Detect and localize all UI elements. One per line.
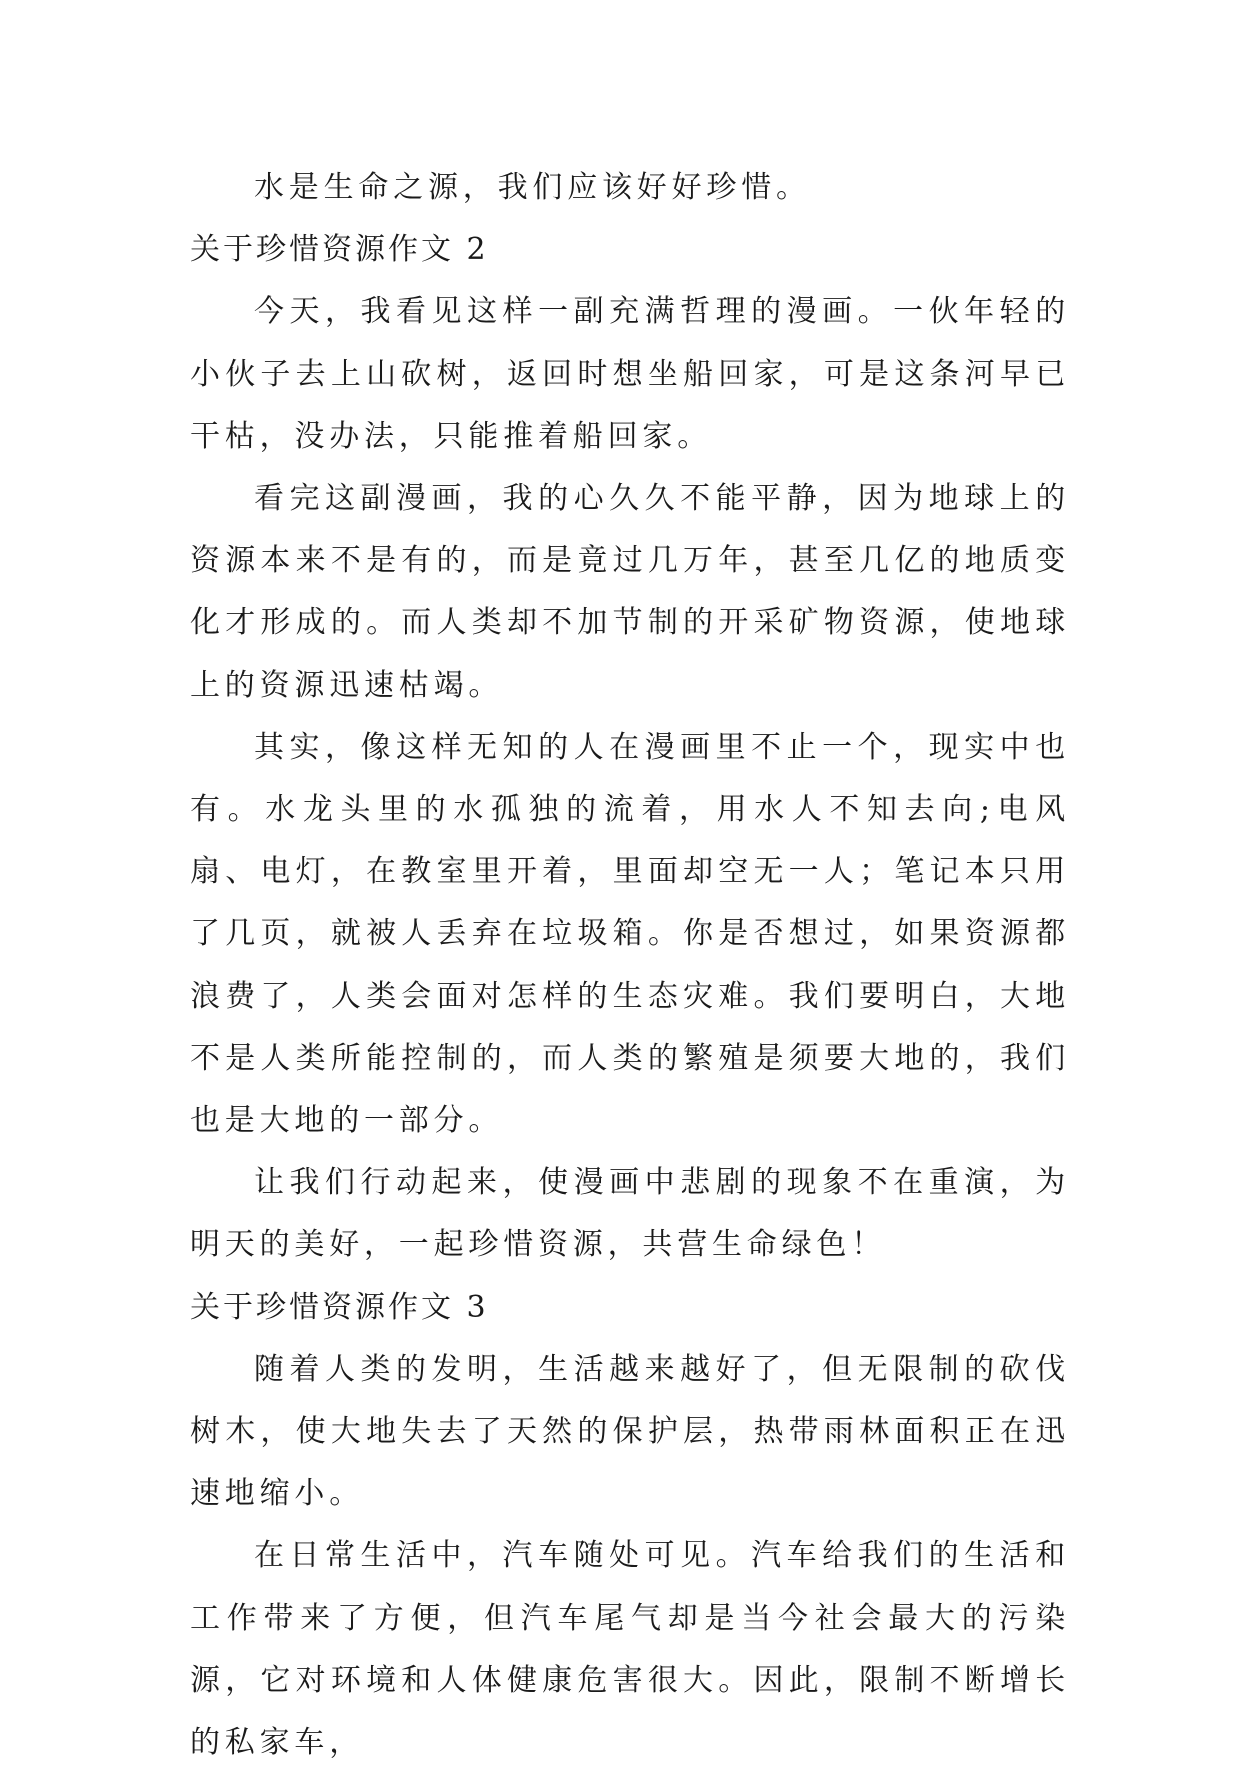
paragraph-car-pollution: 在日常生活中，汽车随处可见。汽车给我们的生活和工作带来了方便，但汽车尾气却是当今社会最大的污染源，它对环境和人体健康危害很大。因此，限制不断增长的私家车， (190, 1538, 1070, 1761)
paragraph-cartoon-intro: 今天，我看见这样一副充满哲理的漫画。一伙年轻的小伙子去上山砍树，返回时想坐船回家，可是这条河早已干枯，没办法，只能推着船回家。 (190, 294, 1070, 454)
paragraph-resource-depletion: 看完这副漫画，我的心久久不能平静，因为地球上的资源本来不是有的，而是竟过几万年，甚至几亿的地质变化才形成的。而人类却不加节制的开采矿物资源，使地球上的资源迅速枯竭。 (190, 481, 1070, 703)
document-body (190, 157, 1070, 1774)
essay-heading-3: 关于珍惜资源作文 3 (190, 1289, 489, 1325)
paragraph-water-source: 水是生命之源，我们应该好好珍惜。 (254, 170, 811, 205)
paragraph-deforestation: 随着人类的发明，生活越来越好了，但无限制的砍伐树木，使大地失去了天然的保护层，热带雨林面积正在迅速地缩小。 (190, 1351, 1070, 1512)
essay-heading-2: 关于珍惜资源作文 2 (190, 232, 489, 268)
paragraph-waste-examples: 其实，像这样无知的人在漫画里不止一个，现实中也有。水龙头里的水孤独的流着，用水人不知去向;电风扇、电灯，在教室里开着，里面却空无一人；笔记本只用了几页，就被人丢弃在垃圾箱。你是否想过，如果资源都浪费了，人类会面对怎样的生态灾难。我们要明白，大地不是人类所能控制的，而人类的繁殖是须要大地的，我们也是大地的一部分。 (190, 729, 1070, 1139)
paragraph-call-to-action: 让我们行动起来，使漫画中悲剧的现象不在重演，为明天的美好，一起珍惜资源，共营生命绿色！ (190, 1165, 1070, 1263)
